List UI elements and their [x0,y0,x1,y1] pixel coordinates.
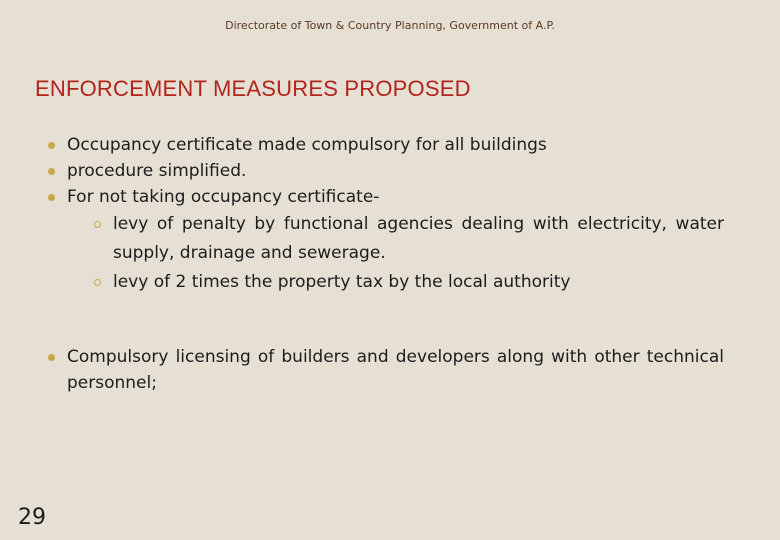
slide-title: ENFORCEMENT MEASURES PROPOSED [35,76,471,101]
sub-bullet-text: levy of 2 times the property tax by the local authority [113,272,571,292]
bullet-icon [48,194,55,201]
sub-list-item [91,210,724,268]
bullet-icon [48,168,55,175]
bullet-text: Compulsory licensing of builders and developers along with other technical personnel; [67,347,724,393]
list-item [48,132,724,158]
page-number: 29 [18,505,46,530]
sub-list-item [91,268,724,297]
sub-bullet-list [67,210,724,297]
header-text: Directorate of Town & Country Planning, Government of A.P. [225,19,555,32]
list-item [48,344,724,396]
sub-bullet-icon [94,279,101,286]
bullet-text: Occupancy certificate made compulsory for all buildings [67,135,547,155]
bullet-list-second [48,344,724,396]
bullet-icon [48,142,55,149]
sub-bullet-icon [94,221,101,228]
list-item [48,184,724,297]
bullet-text: procedure simplified. [67,161,247,181]
bullet-icon [48,354,55,361]
list-item [48,158,724,184]
bullet-list [48,132,724,297]
bullet-text: For not taking occupancy certificate- [67,187,380,207]
sub-bullet-text: levy of penalty by functional agencies dealing with electricity, water supply, drainage and sewerage. [113,214,724,263]
